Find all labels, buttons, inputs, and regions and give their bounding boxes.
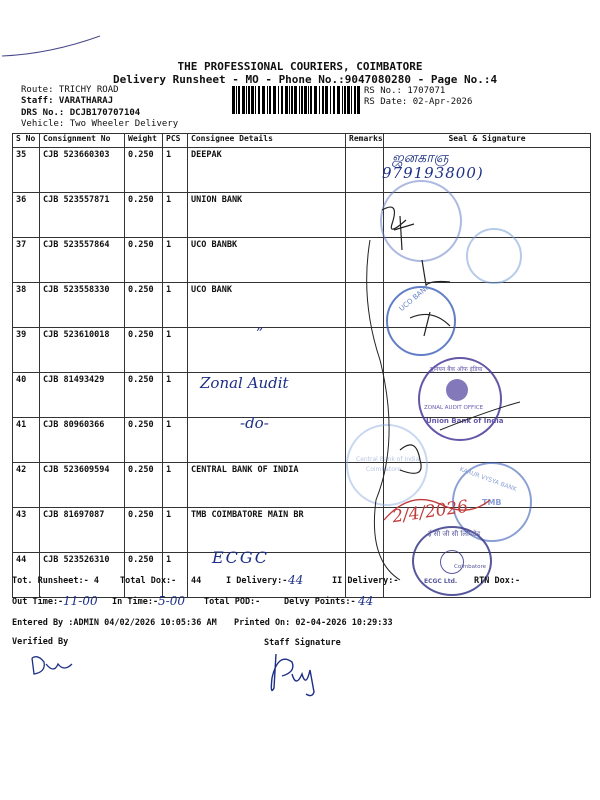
barcode-bar	[258, 86, 260, 114]
tmb-stamp-text: TMB	[482, 498, 502, 507]
ecgc-stamp-city: Coimbatore	[454, 564, 486, 570]
out-time-label: Out Time:-	[12, 597, 64, 607]
tmb-stamp-kvb: KARUR VYSYA BANK	[458, 465, 518, 494]
central-bank-stamp-text: Central Bank of India	[356, 456, 420, 463]
uco-stamp-text: UCO BANK	[397, 282, 432, 314]
row-sno: 40	[13, 373, 40, 418]
row-pcs: 1	[163, 283, 188, 328]
barcode-bar	[255, 86, 256, 114]
row-consignment-no: CJB 523526310	[40, 553, 125, 598]
i-delivery-value: 44	[288, 573, 304, 587]
barcode-bar	[291, 86, 293, 114]
staff-label: Staff: VARATHARAJ	[21, 96, 114, 106]
verified-by-signature	[28, 652, 88, 678]
barcode-bar	[273, 86, 276, 114]
union-stamp-zonal: ZONAL AUDIT OFFICE	[424, 405, 484, 411]
route-label: Route: TRICHY ROAD	[21, 85, 119, 95]
barcode-bar	[351, 86, 352, 114]
rs-no: RS No.: 1707071	[364, 86, 446, 96]
barcode-bar	[330, 86, 331, 114]
barcode-bar	[232, 86, 235, 114]
row-pcs: 1	[163, 328, 188, 373]
barcode-bar	[342, 86, 343, 114]
rs-date: RS Date: 02-Apr-2026	[364, 97, 473, 107]
row-consignment-no: CJB 523610018	[40, 328, 125, 373]
vehicle-label: Vehicle: Two Wheeler Delivery	[21, 119, 179, 129]
col-sno: S No	[13, 134, 40, 148]
ecgc-stamp-hindi: ई सी जी सी लिमिटेड	[428, 530, 481, 538]
barcode-bar	[248, 86, 250, 114]
row-pcs: 1	[163, 238, 188, 283]
col-consignment: Consignment No	[40, 134, 125, 148]
total-dox-value: 44	[191, 576, 202, 586]
row-sno: 39	[13, 328, 40, 373]
barcode-bar	[304, 86, 307, 114]
row-pcs: 1	[163, 373, 188, 418]
barcode-bar	[294, 86, 297, 114]
row-sno: 41	[13, 418, 40, 463]
barcode-bar	[246, 86, 247, 114]
total-pod-label: Total POD:-	[204, 597, 261, 607]
row-pcs: 1	[163, 553, 188, 598]
row-consignment-no: CJB 523557864	[40, 238, 125, 283]
row-consignment-no: CJB 81697087	[40, 508, 125, 553]
union-stamp-name: Union Bank of India	[426, 417, 504, 425]
row-consignment-no: CJB 523557871	[40, 193, 125, 238]
row-pcs: 1	[163, 148, 188, 193]
col-weight: Weight	[125, 134, 163, 148]
row-consignment-no: CJB 523660303	[40, 148, 125, 193]
row35-handwritten-phone: 979193800)	[382, 164, 484, 182]
in-time-value: 5-00	[158, 594, 185, 608]
row-consignee: UCO BANBK	[188, 238, 346, 283]
total-dox-label: Total Dox:-	[120, 576, 177, 586]
i-delivery-label: I Delivery:-	[226, 576, 288, 586]
barcode-bar	[357, 86, 360, 114]
row-weight: 0.250	[125, 553, 163, 598]
barcode-bar	[251, 86, 254, 114]
runsheet-subtitle: Delivery Runsheet - MO - Phone No.:9047080280 - Page No.:4	[113, 73, 498, 86]
row-weight: 0.250	[125, 463, 163, 508]
row-sno: 35	[13, 148, 40, 193]
row35-handwritten-name: ஜனகாஞ	[392, 150, 449, 166]
barcode-bar	[267, 86, 268, 114]
col-seal: Seal & Signature	[384, 134, 591, 148]
row39-ditto-mark: ”	[256, 326, 264, 342]
barcode-bar	[278, 86, 279, 114]
barcode	[232, 86, 362, 114]
row-consignee: DEEPAK	[188, 148, 346, 193]
row-pcs: 1	[163, 508, 188, 553]
row41-ditto-note: -do-	[240, 414, 269, 432]
barcode-bar	[308, 86, 309, 114]
barcode-bar	[325, 86, 328, 114]
row-consignment-no: CJB 80960366	[40, 418, 125, 463]
row-consignee: TMB COIMBATORE MAIN BR	[188, 508, 346, 553]
barcode-bar	[236, 86, 237, 114]
printed-on: Printed On: 02-04-2026 10:29:33	[234, 618, 393, 628]
in-time-label: In Time:-	[112, 597, 159, 607]
row-consignee: CENTRAL BANK OF INDIA	[188, 463, 346, 508]
barcode-bar	[322, 86, 324, 114]
row-consignee	[188, 328, 346, 373]
barcode-bar	[238, 86, 240, 114]
row-weight: 0.250	[125, 418, 163, 463]
row-pcs: 1	[163, 463, 188, 508]
ii-delivery-label: II Delivery:-	[332, 576, 399, 586]
barcode-bar	[333, 86, 335, 114]
row-sno: 43	[13, 508, 40, 553]
col-consignee: Consignee Details	[188, 134, 346, 148]
row-consignee: UCO BANK	[188, 283, 346, 328]
staff-signature	[262, 648, 332, 700]
barcode-bar	[269, 86, 271, 114]
delvy-points-value: 44	[358, 594, 374, 608]
row-consignment-no: CJB 523558330	[40, 283, 125, 328]
barcode-bar	[242, 86, 245, 114]
row-weight: 0.250	[125, 373, 163, 418]
barcode-bar	[262, 86, 265, 114]
row-weight: 0.250	[125, 193, 163, 238]
company-title: THE PROFESSIONAL COURIERS, COIMBATORE	[177, 60, 423, 73]
row-sno: 37	[13, 238, 40, 283]
staff-signature-label: Staff Signature	[264, 638, 341, 648]
row-consignment-no: CJB 81493429	[40, 373, 125, 418]
signature-scribbles	[340, 140, 590, 600]
row-pcs: 1	[163, 193, 188, 238]
drs-label: DRS No.: DCJB170707104	[21, 108, 141, 118]
barcode-bar	[285, 86, 288, 114]
corner-pen-stroke	[0, 30, 110, 60]
row-sno: 42	[13, 463, 40, 508]
entered-by: Entered By :ADMIN 04/02/2026 10:05:36 AM	[12, 618, 217, 628]
union-stamp-hindi: यूनियन बैंक ऑफ इंडिया	[430, 366, 483, 373]
row-weight: 0.250	[125, 508, 163, 553]
barcode-bar	[347, 86, 350, 114]
row40-zonal-audit-note: Zonal Audit	[200, 374, 289, 392]
tot-runsheet: Tot. Runsheet:- 4	[12, 576, 99, 586]
row-pcs: 1	[163, 418, 188, 463]
row-weight: 0.250	[125, 328, 163, 373]
barcode-bar	[301, 86, 303, 114]
barcode-bar	[281, 86, 283, 114]
out-time-value: 11-00	[63, 594, 98, 608]
delvy-points-label: Delvy Points:-	[284, 597, 356, 607]
row44-ecgc-note: ECGC	[212, 548, 269, 567]
barcode-bar	[310, 86, 312, 114]
row-sno: 36	[13, 193, 40, 238]
col-remarks: Remarks	[346, 134, 384, 148]
row-weight: 0.250	[125, 283, 163, 328]
row-consignee: UNION BANK	[188, 193, 346, 238]
row-consignment-no: CJB 523609594	[40, 463, 125, 508]
barcode-bar	[344, 86, 346, 114]
central-bank-stamp-city: Coimbatore	[366, 466, 401, 473]
barcode-bar	[354, 86, 356, 114]
barcode-bar	[319, 86, 320, 114]
barcode-bar	[299, 86, 300, 114]
row-weight: 0.250	[125, 238, 163, 283]
row43-handwritten-date: 2/4/2026	[390, 496, 470, 528]
verified-by-label: Verified By	[12, 637, 69, 647]
barcode-bar	[289, 86, 290, 114]
ecgc-stamp-text: ECGC Ltd.	[424, 578, 458, 585]
col-pcs: PCS	[163, 134, 188, 148]
row-sno: 44	[13, 553, 40, 598]
rtn-dox-label: RTN Dox:-	[474, 576, 521, 586]
barcode-bar	[314, 86, 317, 114]
barcode-bar	[337, 86, 340, 114]
row-weight: 0.250	[125, 148, 163, 193]
row-sno: 38	[13, 283, 40, 328]
